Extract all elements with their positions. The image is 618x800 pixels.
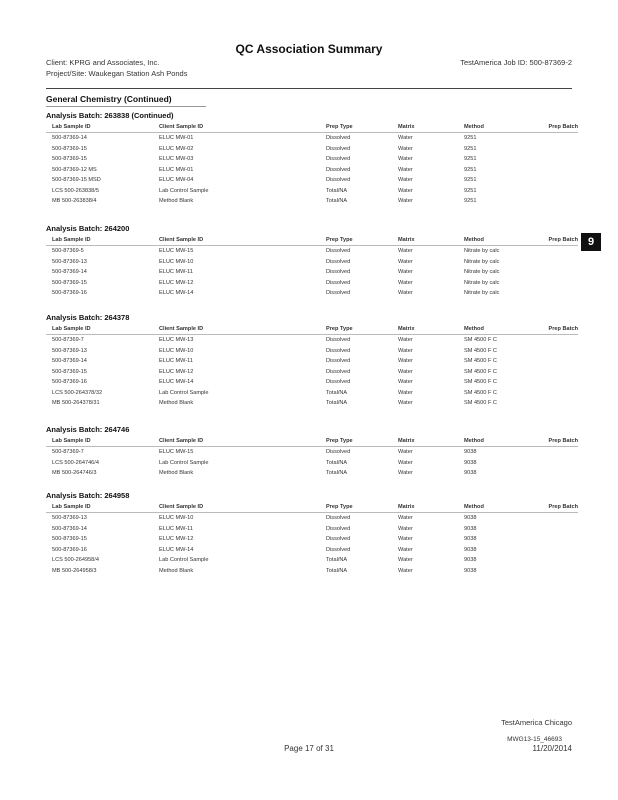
table-row bbox=[46, 555, 578, 566]
table-row bbox=[46, 346, 578, 357]
cell-prep-type: Dissolved bbox=[326, 347, 351, 354]
job-id: TestAmerica Job ID: 500-87369-2 bbox=[460, 58, 572, 67]
cell-prep-batch bbox=[526, 335, 578, 346]
footer-organization: TestAmerica Chicago bbox=[501, 718, 572, 727]
cell-method: 9251 bbox=[464, 198, 477, 205]
cell-prep-batch bbox=[526, 388, 578, 399]
cell-method: SM 4500 F C bbox=[464, 347, 497, 354]
cell-client-sample-id: ELUC MW-12 bbox=[159, 536, 194, 543]
column-header-prep-type: Prep Type bbox=[326, 324, 398, 335]
batch-title: Analysis Batch: 264746 bbox=[46, 425, 130, 434]
cell-client-sample-id: Method Blank bbox=[159, 400, 194, 407]
cell-client-sample-id: Lab Control Sample bbox=[159, 557, 209, 564]
cell-prep-batch bbox=[526, 513, 578, 524]
cell-lab-sample-id: 500-87369-14 bbox=[52, 269, 87, 276]
column-header-matrix: Matrix bbox=[398, 436, 464, 447]
cell-matrix: Water bbox=[398, 177, 413, 184]
cell-client-sample-id: Method Blank bbox=[159, 198, 194, 205]
cell-prep-batch bbox=[526, 534, 578, 545]
cell-client-sample-id: ELUC MW-10 bbox=[159, 258, 194, 265]
cell-prep-batch bbox=[526, 165, 578, 176]
cell-matrix: Water bbox=[398, 389, 413, 396]
cell-client-sample-id: Lab Control Sample bbox=[159, 187, 209, 194]
cell-matrix: Water bbox=[398, 515, 413, 522]
column-header-method: Method bbox=[464, 436, 526, 447]
cell-client-sample-id: ELUC MW-01 bbox=[159, 135, 194, 142]
cell-lab-sample-id: 500-87369-15 bbox=[52, 156, 87, 163]
cell-lab-sample-id: 500-87369-13 bbox=[52, 515, 87, 522]
column-header-matrix: Matrix bbox=[398, 324, 464, 335]
batch-table bbox=[46, 324, 578, 409]
batch-title: Analysis Batch: 264200 bbox=[46, 224, 130, 233]
column-header-method: Method bbox=[464, 324, 526, 335]
cell-method: 9251 bbox=[464, 145, 477, 152]
table-row bbox=[46, 154, 578, 165]
cell-matrix: Water bbox=[398, 525, 413, 532]
cell-lab-sample-id: 500-87369-13 bbox=[52, 347, 87, 354]
batch-title: Analysis Batch: 264378 bbox=[46, 313, 130, 322]
cell-client-sample-id: ELUC MW-01 bbox=[159, 166, 194, 173]
cell-prep-type: Dissolved bbox=[326, 145, 351, 152]
cell-prep-type: Total/NA bbox=[326, 400, 348, 407]
report-title: QC Association Summary bbox=[235, 42, 383, 56]
cell-prep-batch bbox=[526, 186, 578, 197]
cell-prep-batch bbox=[526, 267, 578, 278]
table-row bbox=[46, 388, 578, 399]
cell-matrix: Water bbox=[398, 557, 413, 564]
cell-prep-type: Dissolved bbox=[326, 525, 351, 532]
table-row bbox=[46, 165, 578, 176]
column-header-client-sample-id: Client Sample ID bbox=[159, 436, 326, 447]
cell-method: 9038 bbox=[464, 536, 477, 543]
cell-prep-type: Dissolved bbox=[326, 337, 351, 344]
table-row bbox=[46, 513, 578, 524]
table-row bbox=[46, 524, 578, 535]
cell-prep-type: Dissolved bbox=[326, 258, 351, 265]
table-row bbox=[46, 377, 578, 388]
cell-lab-sample-id: MB 500-263838/4 bbox=[52, 198, 97, 205]
batch-table bbox=[46, 122, 578, 207]
cell-client-sample-id: ELUC MW-02 bbox=[159, 145, 194, 152]
cell-prep-batch bbox=[526, 555, 578, 566]
cell-client-sample-id: ELUC MW-11 bbox=[159, 358, 193, 365]
cell-prep-batch bbox=[526, 356, 578, 367]
cell-prep-batch bbox=[526, 278, 578, 289]
cell-prep-type: Total/NA bbox=[326, 470, 348, 477]
cell-lab-sample-id: 500-87369-15 bbox=[52, 368, 87, 375]
cell-lab-sample-id: 500-87369-15 MSD bbox=[52, 177, 101, 184]
cell-prep-batch bbox=[526, 447, 578, 458]
cell-matrix: Water bbox=[398, 187, 413, 194]
cell-matrix: Water bbox=[398, 145, 413, 152]
cell-matrix: Water bbox=[398, 258, 413, 265]
cell-lab-sample-id: 500-87369-7 bbox=[52, 449, 84, 456]
cell-method: SM 4500 F C bbox=[464, 368, 497, 375]
table-row bbox=[46, 458, 578, 469]
cell-method: SM 4500 F C bbox=[464, 379, 497, 386]
cell-method: 9251 bbox=[464, 166, 477, 173]
cell-lab-sample-id: LCS 500-264958/4 bbox=[52, 557, 99, 564]
column-header-prep-batch: Prep Batch bbox=[526, 235, 578, 246]
cell-client-sample-id: ELUC MW-11 bbox=[159, 525, 193, 532]
cell-lab-sample-id: MB 500-264746/3 bbox=[52, 470, 97, 477]
cell-prep-batch bbox=[526, 524, 578, 535]
cell-prep-type: Dissolved bbox=[326, 358, 351, 365]
cell-client-sample-id: ELUC MW-14 bbox=[159, 379, 194, 386]
cell-method: SM 4500 F C bbox=[464, 337, 497, 344]
cell-client-sample-id: ELUC MW-03 bbox=[159, 156, 194, 163]
cell-matrix: Water bbox=[398, 536, 413, 543]
column-header-prep-type: Prep Type bbox=[326, 122, 398, 133]
cell-client-sample-id: ELUC MW-04 bbox=[159, 177, 194, 184]
batch-table bbox=[46, 436, 578, 479]
cell-prep-batch bbox=[526, 398, 578, 409]
column-header-client-sample-id: Client Sample ID bbox=[159, 502, 326, 513]
table-row bbox=[46, 367, 578, 378]
cell-method: 9038 bbox=[464, 449, 477, 456]
table-row bbox=[46, 468, 578, 479]
cell-lab-sample-id: 500-87369-13 bbox=[52, 258, 87, 265]
analysis-batch bbox=[46, 490, 578, 576]
cell-client-sample-id: ELUC MW-11 bbox=[159, 269, 193, 276]
section-underline bbox=[46, 106, 206, 107]
cell-prep-batch bbox=[526, 377, 578, 388]
batch-title: Analysis Batch: 264958 bbox=[46, 491, 130, 500]
project-site-line: Project/Site: Waukegan Station Ash Ponds bbox=[46, 69, 188, 78]
cell-prep-type: Dissolved bbox=[326, 536, 351, 543]
cell-method: 9038 bbox=[464, 557, 477, 564]
cell-matrix: Water bbox=[398, 198, 413, 205]
cell-lab-sample-id: MB 500-264378/31 bbox=[52, 400, 100, 407]
cell-lab-sample-id: LCS 500-264378/32 bbox=[52, 389, 103, 396]
cell-matrix: Water bbox=[398, 546, 413, 553]
cell-method: 9038 bbox=[464, 459, 477, 466]
table-header-row bbox=[46, 235, 578, 246]
table-row bbox=[46, 566, 578, 577]
table-row bbox=[46, 288, 578, 299]
column-header-lab-sample-id: Lab Sample ID bbox=[46, 502, 159, 513]
cell-prep-type: Dissolved bbox=[326, 515, 351, 522]
footer-document-id: MWG13-15_46693 bbox=[507, 736, 562, 743]
cell-prep-type: Dissolved bbox=[326, 177, 351, 184]
cell-method: 9251 bbox=[464, 177, 477, 184]
column-header-prep-batch: Prep Batch bbox=[526, 436, 578, 447]
cell-lab-sample-id: 500-87369-15 bbox=[52, 279, 87, 286]
cell-prep-batch bbox=[526, 468, 578, 479]
column-header-method: Method bbox=[464, 122, 526, 133]
table-row bbox=[46, 257, 578, 268]
cell-lab-sample-id: 500-87369-14 bbox=[52, 358, 87, 365]
table-row bbox=[46, 335, 578, 346]
column-header-matrix: Matrix bbox=[398, 502, 464, 513]
cell-lab-sample-id: 500-87369-12 MS bbox=[52, 166, 97, 173]
cell-matrix: Water bbox=[398, 459, 413, 466]
cell-prep-batch bbox=[526, 367, 578, 378]
column-header-prep-batch: Prep Batch bbox=[526, 122, 578, 133]
cell-lab-sample-id: 500-87369-16 bbox=[52, 290, 87, 297]
cell-prep-type: Dissolved bbox=[326, 279, 351, 286]
table-row bbox=[46, 356, 578, 367]
cell-prep-batch bbox=[526, 257, 578, 268]
column-header-prep-type: Prep Type bbox=[326, 502, 398, 513]
footer-date: 11/20/2014 bbox=[532, 744, 572, 753]
analysis-batch bbox=[46, 223, 578, 299]
cell-method: 9038 bbox=[464, 567, 477, 574]
table-row bbox=[46, 398, 578, 409]
column-header-prep-type: Prep Type bbox=[326, 436, 398, 447]
cell-prep-batch bbox=[526, 566, 578, 577]
cell-matrix: Water bbox=[398, 449, 413, 456]
batch-table bbox=[46, 502, 578, 576]
table-row bbox=[46, 246, 578, 257]
cell-prep-batch bbox=[526, 196, 578, 207]
cell-method: Nitrate by calc bbox=[464, 290, 500, 297]
table-row bbox=[46, 133, 578, 144]
column-header-client-sample-id: Client Sample ID bbox=[159, 324, 326, 335]
table-header-row bbox=[46, 324, 578, 335]
cell-method: 9038 bbox=[464, 515, 477, 522]
cell-prep-type: Dissolved bbox=[326, 269, 351, 276]
cell-client-sample-id: Lab Control Sample bbox=[159, 459, 209, 466]
cell-method: 9251 bbox=[464, 156, 477, 163]
cell-prep-batch bbox=[526, 175, 578, 186]
cell-prep-type: Dissolved bbox=[326, 449, 351, 456]
table-row bbox=[46, 186, 578, 197]
cell-lab-sample-id: 500-87369-15 bbox=[52, 145, 87, 152]
cell-client-sample-id: Lab Control Sample bbox=[159, 389, 209, 396]
cell-matrix: Water bbox=[398, 279, 413, 286]
cell-client-sample-id: ELUC MW-15 bbox=[159, 248, 194, 255]
column-header-prep-type: Prep Type bbox=[326, 235, 398, 246]
table-row bbox=[46, 545, 578, 556]
cell-matrix: Water bbox=[398, 400, 413, 407]
table-row bbox=[46, 447, 578, 458]
cell-client-sample-id: ELUC MW-14 bbox=[159, 290, 194, 297]
cell-method: 9251 bbox=[464, 135, 477, 142]
cell-client-sample-id: ELUC MW-13 bbox=[159, 337, 194, 344]
cell-prep-type: Total/NA bbox=[326, 557, 348, 564]
column-header-matrix: Matrix bbox=[398, 235, 464, 246]
section-tab-9: 9 bbox=[581, 233, 601, 251]
column-header-lab-sample-id: Lab Sample ID bbox=[46, 235, 159, 246]
cell-prep-type: Dissolved bbox=[326, 156, 351, 163]
cell-client-sample-id: ELUC MW-15 bbox=[159, 449, 194, 456]
cell-matrix: Water bbox=[398, 248, 413, 255]
column-header-method: Method bbox=[464, 235, 526, 246]
cell-lab-sample-id: LCS 500-263838/5 bbox=[52, 187, 99, 194]
table-row bbox=[46, 534, 578, 545]
cell-lab-sample-id: 500-87369-7 bbox=[52, 337, 84, 344]
table-header-row bbox=[46, 122, 578, 133]
cell-client-sample-id: ELUC MW-10 bbox=[159, 515, 194, 522]
cell-matrix: Water bbox=[398, 368, 413, 375]
cell-client-sample-id: ELUC MW-12 bbox=[159, 279, 194, 286]
column-header-client-sample-id: Client Sample ID bbox=[159, 235, 326, 246]
cell-matrix: Water bbox=[398, 337, 413, 344]
column-header-matrix: Matrix bbox=[398, 122, 464, 133]
table-row bbox=[46, 278, 578, 289]
table-row bbox=[46, 196, 578, 207]
page-number: Page 17 of 31 bbox=[284, 744, 334, 753]
batch-table bbox=[46, 235, 578, 299]
cell-prep-batch bbox=[526, 545, 578, 556]
cell-method: Nitrate by calc bbox=[464, 269, 500, 276]
cell-matrix: Water bbox=[398, 567, 413, 574]
cell-matrix: Water bbox=[398, 156, 413, 163]
cell-method: SM 4500 F C bbox=[464, 389, 497, 396]
cell-prep-batch bbox=[526, 246, 578, 257]
cell-prep-type: Total/NA bbox=[326, 567, 348, 574]
cell-lab-sample-id: 500-87369-14 bbox=[52, 525, 87, 532]
cell-matrix: Water bbox=[398, 166, 413, 173]
cell-method: SM 4500 F C bbox=[464, 400, 497, 407]
cell-lab-sample-id: 500-87369-5 bbox=[52, 248, 84, 255]
analysis-batch bbox=[46, 312, 578, 409]
cell-lab-sample-id: 500-87369-16 bbox=[52, 546, 87, 553]
cell-method: Nitrate by calc bbox=[464, 279, 500, 286]
cell-matrix: Water bbox=[398, 135, 413, 142]
cell-matrix: Water bbox=[398, 379, 413, 386]
cell-method: 9038 bbox=[464, 525, 477, 532]
cell-lab-sample-id: 500-87369-16 bbox=[52, 379, 87, 386]
table-row bbox=[46, 267, 578, 278]
cell-prep-type: Total/NA bbox=[326, 459, 348, 466]
cell-prep-type: Total/NA bbox=[326, 187, 348, 194]
cell-matrix: Water bbox=[398, 290, 413, 297]
section-title: General Chemistry (Continued) bbox=[46, 94, 172, 104]
cell-lab-sample-id: LCS 500-264746/4 bbox=[52, 459, 99, 466]
column-header-lab-sample-id: Lab Sample ID bbox=[46, 436, 159, 447]
cell-method: 9038 bbox=[464, 470, 477, 477]
table-header-row bbox=[46, 436, 578, 447]
cell-lab-sample-id: MB 500-264958/3 bbox=[52, 567, 97, 574]
cell-matrix: Water bbox=[398, 470, 413, 477]
table-row bbox=[46, 144, 578, 155]
cell-prep-type: Dissolved bbox=[326, 290, 351, 297]
cell-prep-type: Total/NA bbox=[326, 389, 348, 396]
cell-method: SM 4500 F C bbox=[464, 358, 497, 365]
cell-matrix: Water bbox=[398, 358, 413, 365]
cell-prep-type: Dissolved bbox=[326, 248, 351, 255]
column-header-lab-sample-id: Lab Sample ID bbox=[46, 122, 159, 133]
cell-client-sample-id: ELUC MW-14 bbox=[159, 546, 194, 553]
cell-prep-type: Dissolved bbox=[326, 166, 351, 173]
cell-prep-type: Dissolved bbox=[326, 379, 351, 386]
header-divider bbox=[46, 88, 572, 89]
cell-prep-batch bbox=[526, 133, 578, 144]
cell-client-sample-id: ELUC MW-12 bbox=[159, 368, 194, 375]
cell-lab-sample-id: 500-87369-14 bbox=[52, 135, 87, 142]
cell-client-sample-id: ELUC MW-10 bbox=[159, 347, 194, 354]
column-header-lab-sample-id: Lab Sample ID bbox=[46, 324, 159, 335]
cell-method: 9038 bbox=[464, 546, 477, 553]
cell-prep-batch bbox=[526, 346, 578, 357]
column-header-client-sample-id: Client Sample ID bbox=[159, 122, 326, 133]
cell-prep-type: Total/NA bbox=[326, 198, 348, 205]
cell-client-sample-id: Method Blank bbox=[159, 470, 194, 477]
cell-method: 9251 bbox=[464, 187, 477, 194]
cell-matrix: Water bbox=[398, 347, 413, 354]
batch-title: Analysis Batch: 263838 (Continued) bbox=[46, 111, 174, 120]
table-row bbox=[46, 175, 578, 186]
table-header-row bbox=[46, 502, 578, 513]
column-header-prep-batch: Prep Batch bbox=[526, 502, 578, 513]
cell-prep-type: Dissolved bbox=[326, 368, 351, 375]
cell-client-sample-id: Method Blank bbox=[159, 567, 194, 574]
cell-prep-batch bbox=[526, 458, 578, 469]
cell-prep-type: Dissolved bbox=[326, 135, 351, 142]
column-header-method: Method bbox=[464, 502, 526, 513]
cell-matrix: Water bbox=[398, 269, 413, 276]
cell-prep-type: Dissolved bbox=[326, 546, 351, 553]
cell-prep-batch bbox=[526, 288, 578, 299]
cell-method: Nitrate by calc bbox=[464, 258, 500, 265]
cell-prep-batch bbox=[526, 144, 578, 155]
analysis-batch bbox=[46, 110, 578, 207]
cell-lab-sample-id: 500-87369-15 bbox=[52, 536, 87, 543]
cell-prep-batch bbox=[526, 154, 578, 165]
column-header-prep-batch: Prep Batch bbox=[526, 324, 578, 335]
analysis-batch bbox=[46, 424, 578, 479]
cell-method: Nitrate by calc bbox=[464, 248, 500, 255]
client-line: Client: KPRG and Associates, Inc. bbox=[46, 58, 160, 67]
